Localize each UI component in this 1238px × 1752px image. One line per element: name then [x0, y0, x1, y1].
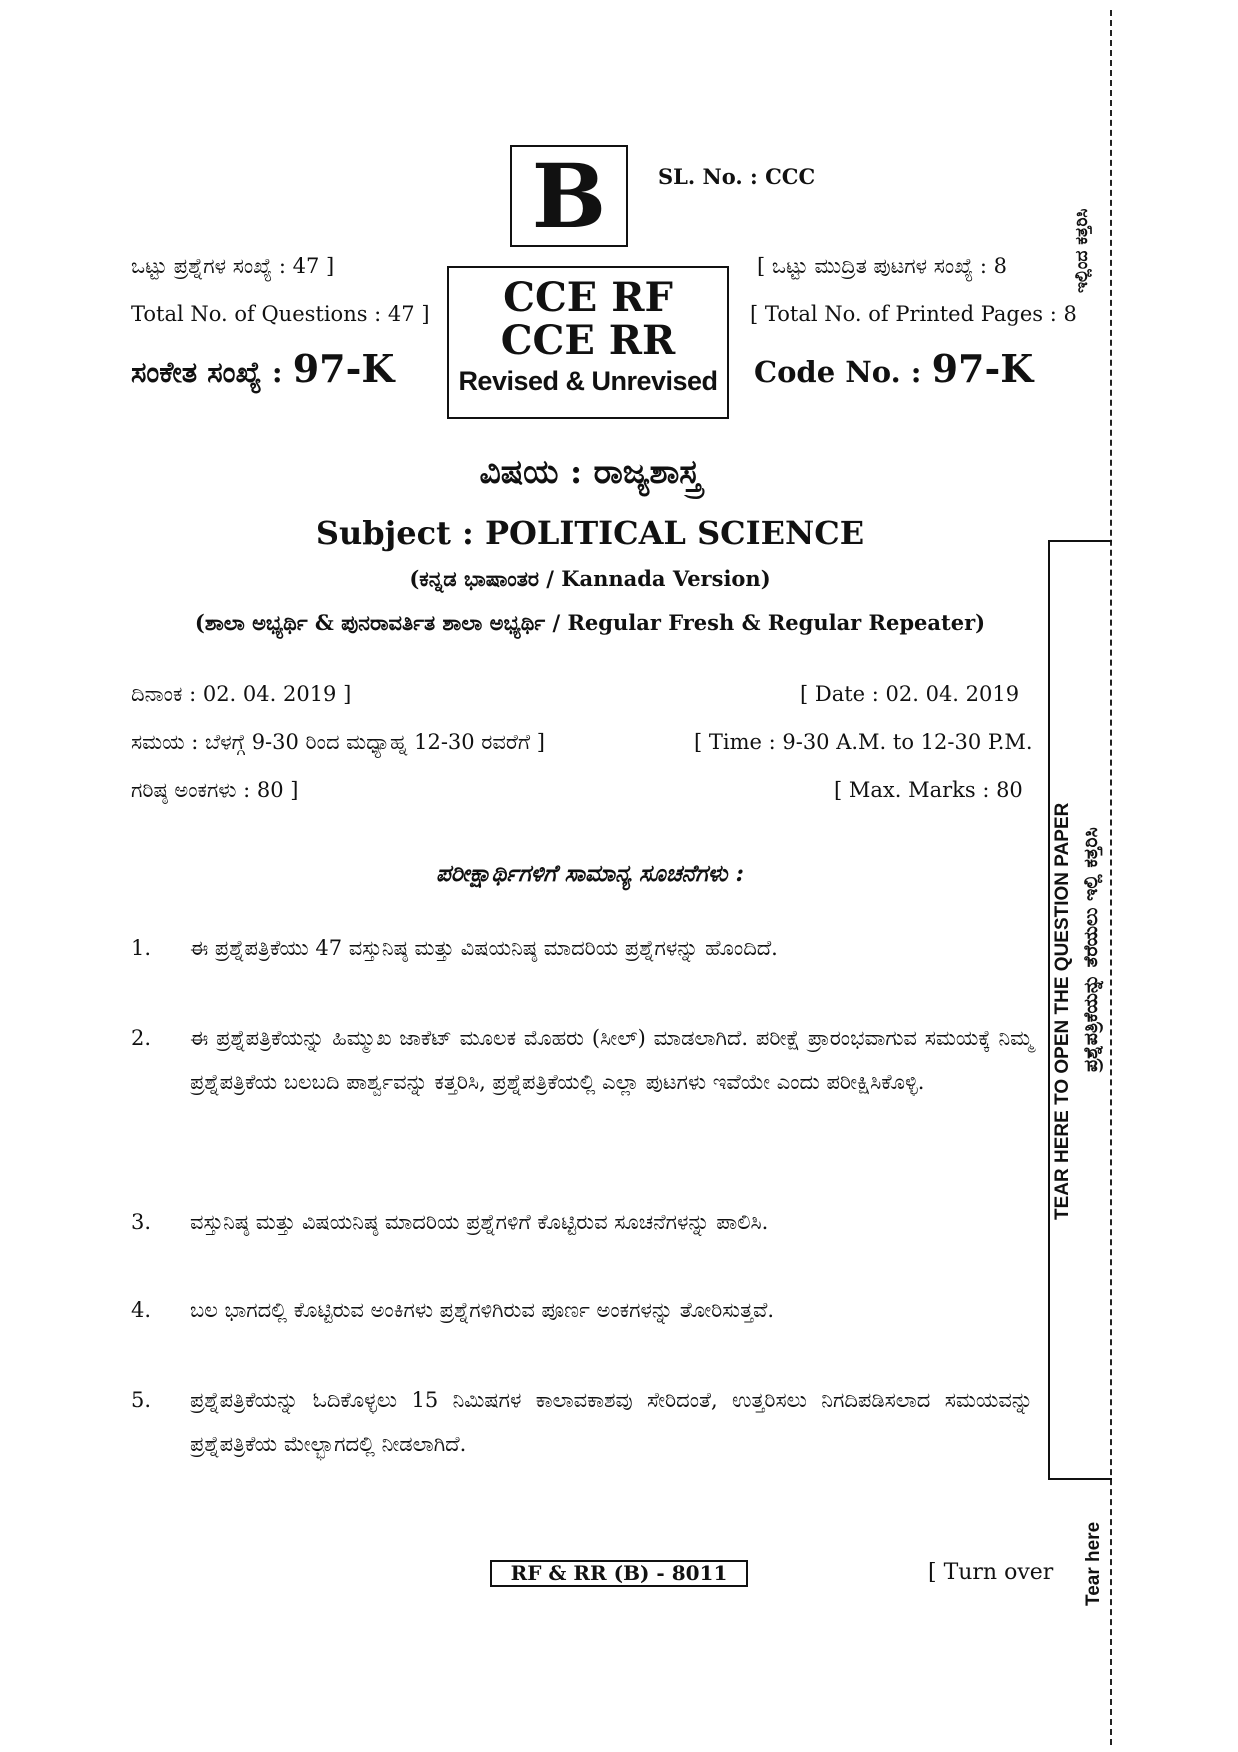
exam-line-3: Revised & Unrevised [458, 366, 718, 397]
exam-type-box [447, 266, 729, 419]
serial-number: SL. No. : CCC [658, 164, 816, 189]
code-value-en: 97-K [931, 346, 1034, 391]
max-marks-en: [ Max. Marks : 80 [834, 778, 1023, 802]
code-number-kn [131, 346, 394, 391]
version-line: (ಕನ್ನಡ ಭಾಷಾಂತರ / Kannada Version) [409, 566, 771, 591]
tear-here-label[interactable]: Tear here [1083, 1521, 1104, 1607]
subject-kn: ವಿಷಯ : ರಾಜ್ಯಶಾಸ್ತ್ರ [479, 452, 701, 491]
time-en: [ Time : 9-30 A.M. to 12-30 P.M. [694, 730, 1033, 754]
instruction-number: 1. [131, 936, 152, 960]
date-kn: ದಿನಾಂಕ : 02. 04. 2019 ] [131, 682, 352, 706]
date-en: [ Date : 02. 04. 2019 [800, 682, 1020, 706]
tear-open-label[interactable]: TEAR HERE TO OPEN THE QUESTION PAPER [1052, 802, 1073, 1220]
subject-en: Subject : POLITICAL SCIENCE [315, 514, 865, 552]
max-marks-kn: ಗರಿಷ್ಠ ಅಂಕಗಳು : 80 ] [131, 778, 299, 802]
total-questions-en: Total No. of Questions : 47 ] [131, 302, 430, 326]
code-number-en [754, 346, 1033, 391]
exam-line-1: CCE RF [503, 274, 673, 321]
instruction-item [190, 1016, 1033, 1104]
printed-pages-kn: [ ಒಟ್ಟು ಮುದ್ರಿತ ಪುಟಗಳ ಸಂಖ್ಯೆ : 8 [757, 254, 1008, 278]
instructions-heading: ಪರೀಕ್ಷಾರ್ಥಿಗಳಿಗೆ ಸಾಮಾನ್ಯ ಸೂಚನೆಗಳು : [435, 860, 744, 887]
instruction-text: ವಸ್ತುನಿಷ್ಠ ಮತ್ತು ವಿಷಯನಿಷ್ಠ ಮಾದರಿಯ ಪ್ರಶ್ನೆಗಳಿಗೆ ಕೊಟ್ಟಿರುವ ಸೂಚನೆಗಳನ್ನು ಪಾಲಿಸಿ. [190, 1210, 769, 1234]
code-label-en: Code No. : [754, 355, 922, 389]
series-letter: B [531, 144, 607, 248]
instruction-text: ಈ ಪ್ರಶ್ನೆಪತ್ರಿಕೆಯು 47 ವಸ್ತುನಿಷ್ಠ ಮತ್ತು ವಿಷಯನಿಷ್ಠ ಮಾದರಿಯ ಪ್ರಶ್ನೆಗಳನ್ನು ಹೊಂದಿದೆ. [190, 936, 778, 960]
exam-line-2: CCE RR [500, 317, 676, 365]
code-label-kn: ಸಂಕೇತ ಸಂಖ್ಯೆ : [131, 355, 283, 389]
time-kn: ಸಮಯ : ಬೆಳಗ್ಗೆ 9-30 ರಿಂದ ಮಧ್ಯಾಹ್ನ 12-30 ರವರೆಗೆ ] [131, 730, 545, 754]
paper-code: RF & RR (B) - 8011 [490, 1560, 748, 1587]
instruction-item [190, 1200, 1033, 1244]
tear-top-kn: ಇಲ್ಲಿಂದ ಕತ್ತರಿಸಿ [1072, 208, 1092, 294]
instruction-item [190, 1288, 1033, 1332]
instruction-number: 3. [131, 1210, 152, 1234]
instruction-number: 5. [131, 1388, 152, 1412]
instruction-item [190, 926, 1033, 970]
printed-pages-en: [ Total No. of Printed Pages : 8 [750, 302, 1077, 326]
instruction-number: 2. [131, 1026, 152, 1050]
instruction-item [190, 1378, 1033, 1466]
instruction-number: 4. [131, 1298, 152, 1322]
total-questions-kn: ಒಟ್ಟು ಪ್ರಶ್ನೆಗಳ ಸಂಖ್ಯೆ : 47 ] [131, 254, 335, 278]
tear-open-label-kn: ಪ್ರಶ್ನೆಪತ್ರಿಕೆಯನ್ನು ತೆರೆಯಲು ಇಲ್ಲಿ ಕತ್ತರಿಸಿ [1080, 827, 1102, 1072]
candidates-line: (ಶಾಲಾ ಅಭ್ಯರ್ಥಿ & ಪುನರಾವರ್ತಿತ ಶಾಲಾ ಅಭ್ಯರ್ಥಿ / Regular Fresh & Regular Repeater) [194, 610, 986, 635]
instruction-text: ಪ್ರಶ್ನೆಪತ್ರಿಕೆಯನ್ನು ಓದಿಕೊಳ್ಳಲು 15 ನಿಮಿಷಗಳ ಕಾಲಾವಕಾಶವು ಸೇರಿದಂತೆ, ಉತ್ತರಿಸಲು ನಿಗದಿಪಡಿಸಲಾದ ಸಮಯವನ್ನು ಪ್ರಶ್ನೆಪತ್ರಿಕೆಯ ಮೇಲ್ಭಾಗದಲ್ಲಿ ನೀಡಲಾಗಿದೆ. [190, 1388, 1033, 1456]
instruction-text: ಬಲ ಭಾಗದಲ್ಲಿ ಕೊಟ್ಟಿರುವ ಅಂಕಿಗಳು ಪ್ರಶ್ನೆಗಳಿಗಿರುವ ಪೂರ್ಣ ಅಂಕಗಳನ್ನು ತೋರಿಸುತ್ತವೆ. [190, 1298, 775, 1322]
code-value-kn: 97-K [292, 346, 395, 391]
series-letter-box [510, 145, 628, 247]
turn-over: [ Turn over [928, 1560, 1054, 1585]
instruction-text: ಈ ಪ್ರಶ್ನೆಪತ್ರಿಕೆಯನ್ನು ಹಿಮ್ಮುಖ ಜಾಕೆಟ್ ಮೂಲಕ ಮೊಹರು (ಸೀಲ್) ಮಾಡಲಾಗಿದೆ. ಪರೀಕ್ಷೆ ಪ್ರಾರಂಭವಾಗುವ ಸಮಯಕ್ಕೆ ನಿಮ್ಮ ಪ್ರಶ್ನೆಪತ್ರಿಕೆಯ ಬಲಬದಿ ಪಾರ್ಶ್ವವನ್ನು ಕತ್ತರಿಸಿ, ಪ್ರಶ್ನೆಪತ್ರಿಕೆಯಲ್ಲಿ ಎಲ್ಲಾ ಪುಟಗಳು ಇವೆಯೇ ಎಂದು ಪರೀಕ್ಷಿಸಿಕೊಳ್ಳಿ. [190, 1026, 1033, 1094]
